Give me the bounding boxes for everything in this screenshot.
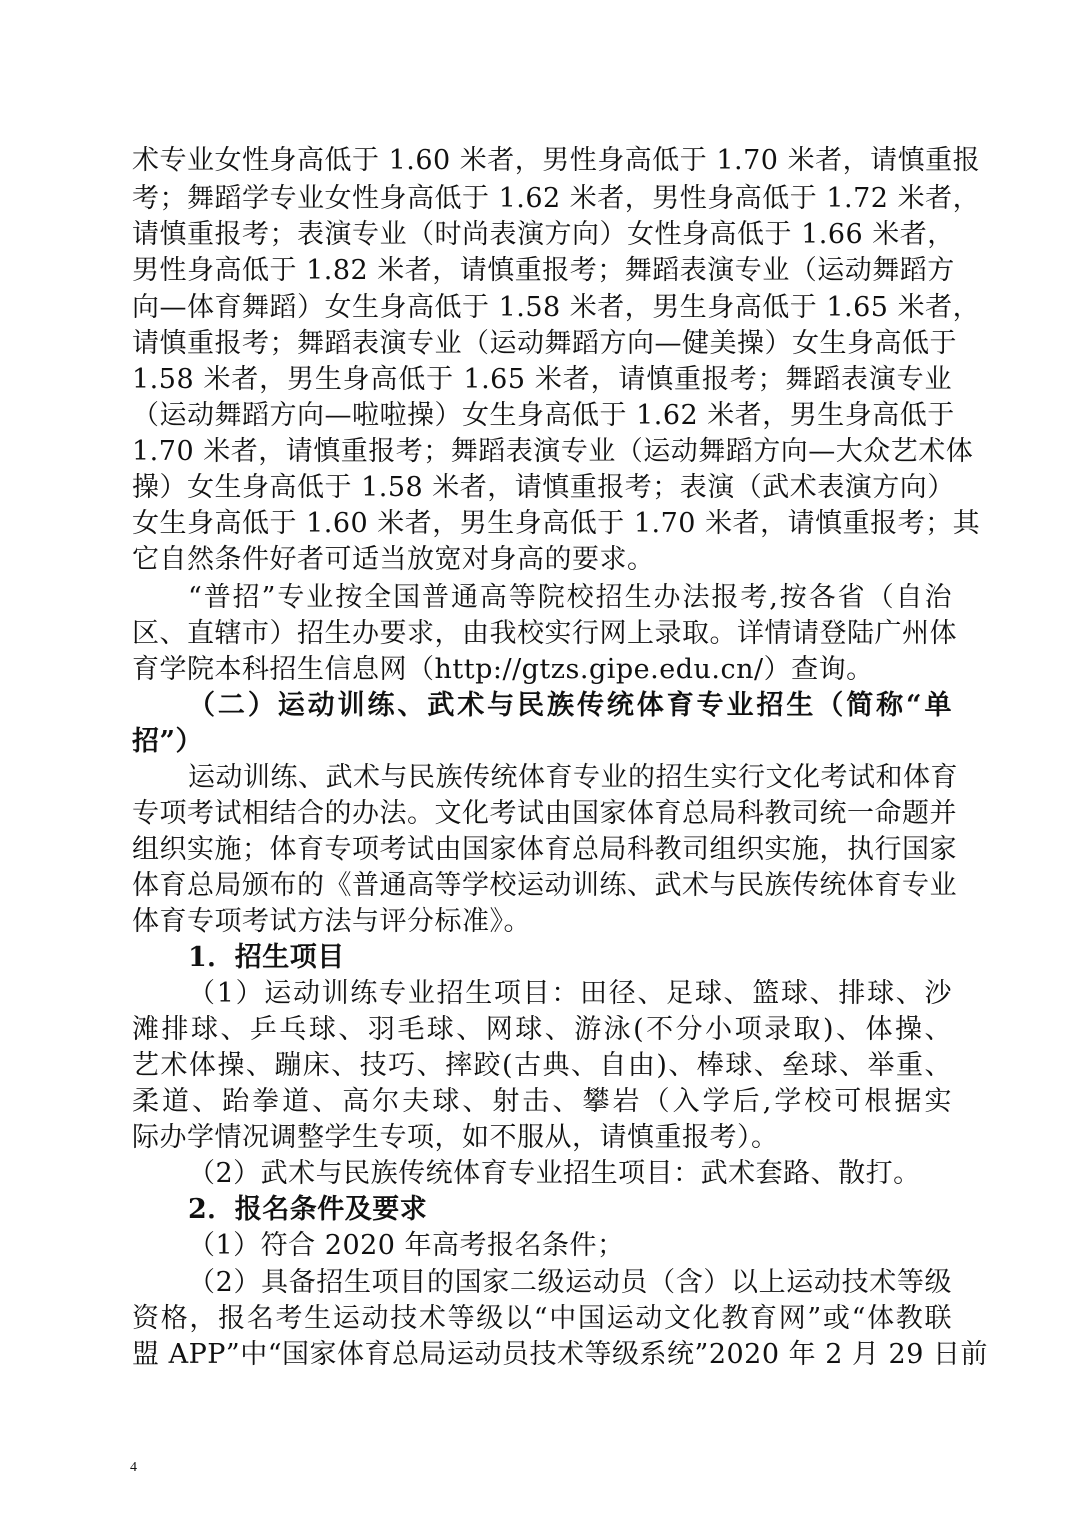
subsection-heading: 1．招生项目 <box>188 942 345 973</box>
body-text-line: 向—体育舞蹈）女生身高低于 1.58 米者，男生身高低于 1.65 米者， <box>132 292 981 323</box>
subsection-heading: 2．报名条件及要求 <box>188 1194 428 1225</box>
body-text-line: （运动舞蹈方向—啦啦操）女生身高低于 1.62 米者，男生身高低于 <box>132 400 955 431</box>
body-text-line: 请慎重报考；舞蹈表演专业（运动舞蹈方向—健美操）女生身高低于 <box>132 328 957 359</box>
body-text-line: 滩排球、乒乓球、羽毛球、网球、游泳(不分小项录取)、体操、 <box>132 1014 952 1045</box>
body-text-line: 艺术体操、蹦床、技巧、摔跤(古典、自由)、棒球、垒球、举重、 <box>132 1050 952 1081</box>
body-text-line: 育学院本科招生信息网（http://gtzs.gipe.edu.cn/）查询。 <box>132 654 874 685</box>
body-text-line: 男性身高低于 1.82 米者，请慎重报考；舞蹈表演专业（运动舞蹈方 <box>132 255 955 286</box>
body-text-line: 它自然条件好者可适当放宽对身高的要求。 <box>132 544 655 575</box>
body-text-line: 体育总局颁布的《普通高等学校运动训练、武术与民族传统体育专业 <box>132 870 957 901</box>
body-text-line: 女生身高低于 1.60 米者，男生身高低于 1.70 米者，请慎重报考；其 <box>132 508 981 539</box>
section-heading-continuation: 招”） <box>132 726 204 757</box>
paragraph-first-line: （2）武术与民族传统体育专业招生项目：武术套路、散打。 <box>188 1158 921 1189</box>
paragraph-first-line: “普招”专业按全国普通高等院校招生办法报考,按各省（自治 <box>188 582 952 613</box>
paragraph-first-line: （1）运动训练专业招生项目：田径、足球、篮球、排球、沙 <box>188 978 952 1009</box>
body-text-line: 1.58 米者，男生身高低于 1.65 米者，请慎重报考；舞蹈表演专业 <box>132 364 952 395</box>
page-number: 4 <box>130 1460 137 1475</box>
paragraph-first-line: （1）符合 2020 年高考报名条件； <box>188 1230 625 1261</box>
body-text-line: 盟 APP”中“国家体育总局运动员技术等级系统”2020 年 2 月 29 日前 <box>132 1339 988 1370</box>
body-text-line: 专项考试相结合的办法。文化考试由国家体育总局科教司统一命题并 <box>132 798 957 829</box>
body-text-line: 际办学情况调整学生专项，如不服从，请慎重报考）。 <box>132 1122 779 1153</box>
body-text-line: 资格，报名考生运动技术等级以“中国运动文化教育网”或“体教联 <box>132 1303 952 1334</box>
section-heading: （二）运动训练、武术与民族传统体育专业招生（简称“单 <box>188 690 952 721</box>
body-text-line: 柔道、跆拳道、高尔夫球、射击、攀岩（入学后,学校可根据实 <box>132 1086 952 1117</box>
body-text-line: 区、直辖市）招生办要求，由我校实行网上录取。详情请登陆广州体 <box>132 618 957 649</box>
body-text-line: 操）女生身高低于 1.58 米者，请慎重报考；表演（武术表演方向） <box>132 472 955 503</box>
body-text-line: 术专业女性身高低于 1.60 米者，男性身高低于 1.70 米者，请慎重报 <box>132 145 981 176</box>
paragraph-first-line: （2）具备招生项目的国家二级运动员（含）以上运动技术等级 <box>188 1267 952 1298</box>
body-text-line: 考；舞蹈学专业女性身高低于 1.62 米者，男性身高低于 1.72 米者， <box>132 183 981 214</box>
body-text-line: 1.70 米者，请慎重报考；舞蹈表演专业（运动舞蹈方向—大众艺术体 <box>132 436 974 467</box>
paragraph-first-line: 运动训练、武术与民族传统体育专业的招生实行文化考试和体育 <box>188 762 958 793</box>
body-text-line: 请慎重报考；表演专业（时尚表演方向）女性身高低于 1.66 米者， <box>132 219 955 250</box>
body-text-line: 体育专项考试方法与评分标准》。 <box>132 906 531 937</box>
body-text-line: 组织实施；体育专项考试由国家体育总局科教司组织实施，执行国家 <box>132 834 957 865</box>
